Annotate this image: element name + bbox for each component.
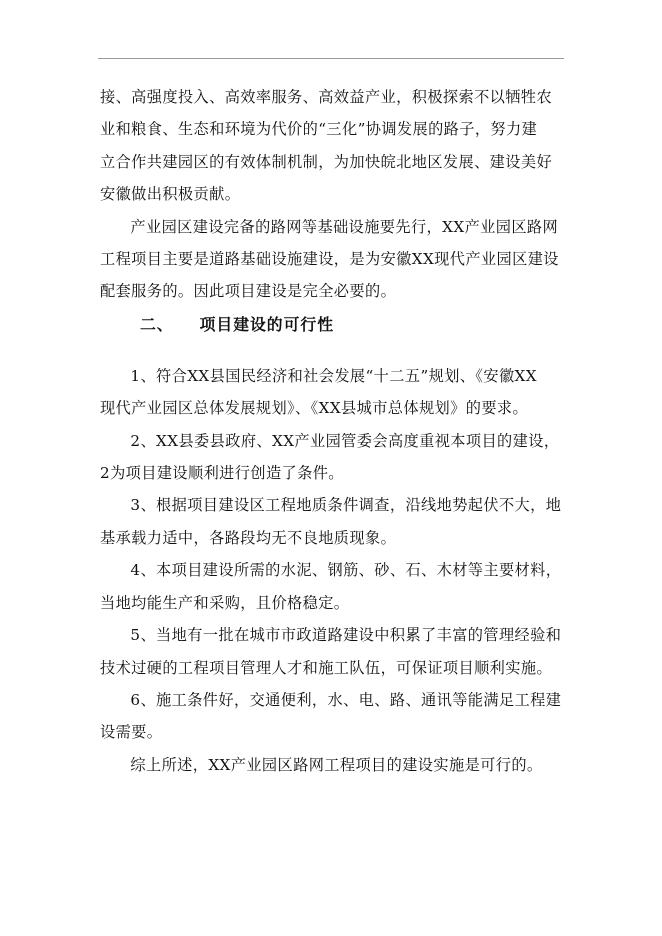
text-line: 当地均能生产和采购，且价格稳定。 xyxy=(100,593,350,612)
feasibility-point-5 xyxy=(100,619,562,684)
feasibility-point-4 xyxy=(100,554,562,619)
section-number: 二、 xyxy=(140,314,174,334)
feasibility-point-3 xyxy=(100,489,562,554)
text-line: 立合作共建园区的有效体制机制，为加快皖北地区发展、建设美好 xyxy=(100,152,553,171)
intro-paragraph xyxy=(100,81,562,211)
text-line: 工程项目主要是道路基础设施建设，是为安徽XX现代产业园区建设 xyxy=(100,250,559,269)
feasibility-point-2 xyxy=(100,425,562,490)
text-line: 现代产业园区总体发展规划》、《XX县城市总体规划》的要求。 xyxy=(100,399,529,418)
conclusion-paragraph xyxy=(100,749,562,781)
text-line: 6、施工条件好，交通便利，水、电、路、通讯等能满足工程建 xyxy=(130,690,562,709)
section-title: 项目建设的可行性 xyxy=(199,314,334,334)
header-rule xyxy=(98,58,564,59)
text-line: 技术过硬的工程项目管理人才和施工队伍，可保证项目顺利实施。 xyxy=(100,658,553,677)
text-line: 1、符合XX县国民经济和社会发展“十二五”规划、《安徽XX xyxy=(130,366,537,385)
text-line: 3、根据项目建设区工程地质条件调查，沿线地势起伏不大，地 xyxy=(130,496,562,515)
feasibility-point-6 xyxy=(100,684,562,749)
text-line: 接、高强度投入、高效率服务、高效益产业，积极探索不以牺牲农 xyxy=(100,88,553,106)
text-line: 综上所述，XX产业园区路网工程项目的建设实施是可行的。 xyxy=(130,755,543,774)
text-line: 设需要。 xyxy=(100,723,163,742)
text-line: 产业园区建设完备的路网等基础设施要先行，XX产业园区路网 xyxy=(130,217,559,236)
text-line: 基承载力适中，各路段均无不良地质现象。 xyxy=(100,528,397,547)
section-heading xyxy=(100,308,562,342)
spacer xyxy=(100,342,562,360)
document-body xyxy=(100,81,562,781)
text-line: 5、当地有一批在城市市政道路建设中积累了丰富的管理经验和 xyxy=(130,626,562,645)
text-line: 业和粮食、生态和环境为代价的“三化”协调发展的路子，努力建 xyxy=(100,120,538,139)
road-network-paragraph xyxy=(100,211,562,308)
text-line: 配套服务的。因此项目建设是完全必要的。 xyxy=(100,282,397,301)
text-line: 4、本项目建设所需的水泥、钢筋、砂、石、木材等主要材料， xyxy=(130,561,562,580)
text-line: 2、XX县委县政府、XX产业园管委会高度重视本项目的建设， xyxy=(130,431,560,450)
text-line: 2为项目建设顺利进行创造了条件。 xyxy=(100,464,344,483)
text-line: 安徽做出积极贡献。 xyxy=(100,185,241,204)
feasibility-point-1 xyxy=(100,360,562,425)
